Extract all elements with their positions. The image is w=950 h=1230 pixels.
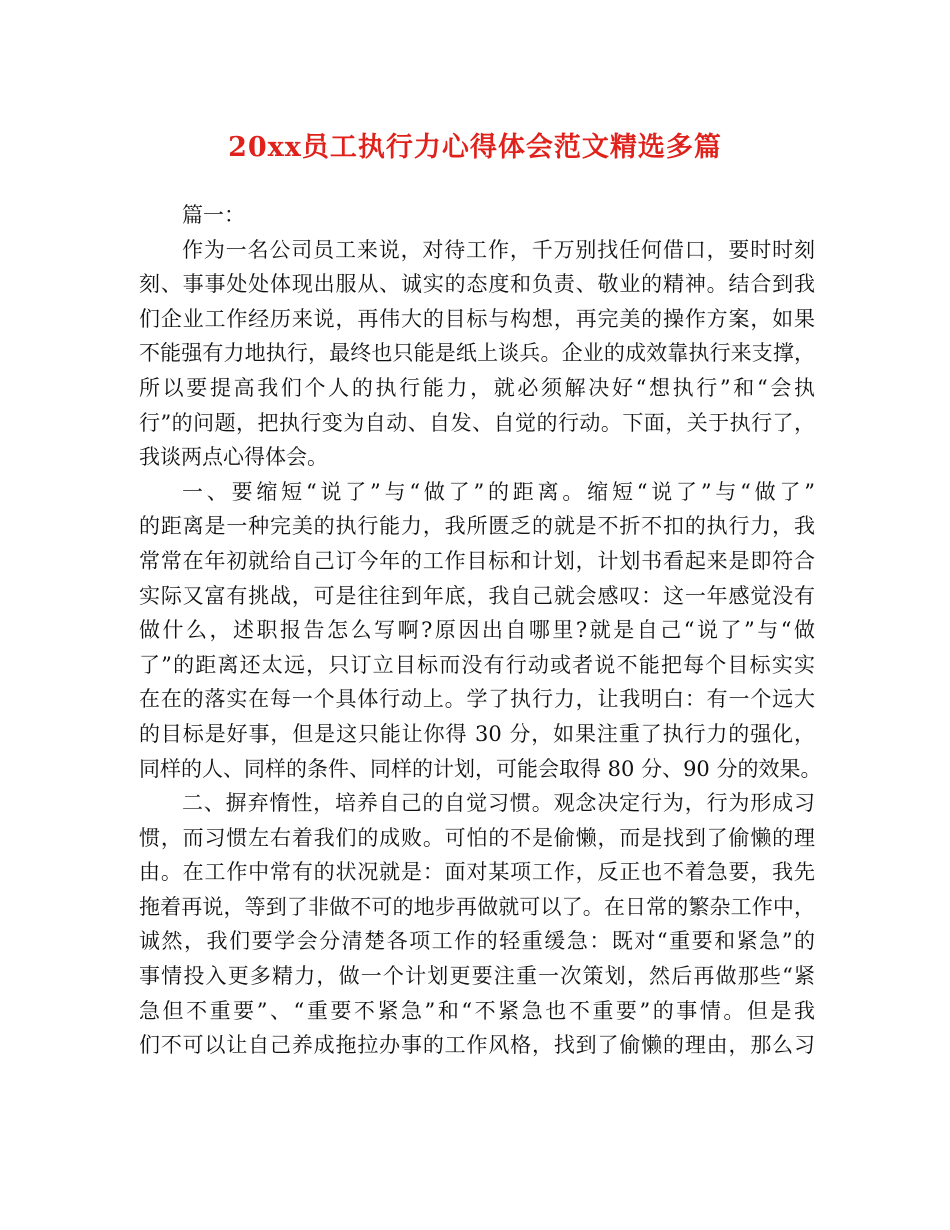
- text-line: 一、要缩短“说了”与“做了”的距离。缩短“说了”与“做了”: [182, 479, 815, 504]
- text-line: 的目标是好事，但是这只能让你得 30 分，如果注重了执行力的强化，: [139, 721, 815, 746]
- text-line: 们企业工作经历来说，再伟大的目标与构想，再完美的操作方案，如果: [139, 306, 815, 331]
- text-line: 在在的落实在每一个具体行动上。学了执行力，让我明白：有一个远大: [139, 687, 815, 712]
- text-line: 不能强有力地执行，最终也只能是纸上谈兵。企业的成效靠执行来支撑，: [139, 341, 815, 366]
- text-line: 实际又富有挑战，可是往往到年底，我自己就会感叹：这一年感觉没有: [139, 583, 815, 608]
- text-line: 作为一名公司员工来说，对待工作，千万别找任何借口，要时时刻: [182, 237, 815, 262]
- document-body: [139, 198, 822, 1063]
- text-line: 行”的问题，把执行变为自动、自发、自觉的行动。下面，关于执行了，: [139, 410, 815, 435]
- document-title: 20xx员工执行力心得体会范文精选多篇: [228, 132, 722, 163]
- text-line: 的距离是一种完美的执行能力，我所匮乏的就是不折不扣的执行力，我: [139, 514, 815, 539]
- text-line: 了”的距离还太远，只订立目标而没有行动或者说不能把每个目标实实: [139, 652, 815, 677]
- text-line: 我谈两点心得体会。: [139, 445, 328, 470]
- text-line: 做什么，述职报告怎么写啊?原因出自哪里?就是自己“说了”与“做: [139, 618, 815, 643]
- text-line: 常常在年初就给自己订今年的工作目标和计划，计划书看起来是即符合: [139, 548, 815, 573]
- text-line: 同样的人、同样的条件、同样的计划，可能会取得 80 分、90 分的效果。: [139, 756, 822, 781]
- text-line: 刻、事事处处体现出服从、诚实的态度和负责、敬业的精神。结合到我: [139, 272, 815, 297]
- text-line: 所以要提高我们个人的执行能力，就必须解决好“想执行”和“会执: [139, 375, 815, 400]
- text-line: 惯，而习惯左右着我们的成败。可怕的不是偷懒，而是找到了偷懒的理: [139, 825, 815, 850]
- text-line: 由。在工作中常有的状况就是：面对某项工作，反正也不着急要，我先: [139, 860, 815, 885]
- text-line: 急但不重要”、“重要不紧急”和“不紧急也不重要”的事情。但是我: [139, 998, 815, 1023]
- text-line: 二、摒弃惰性，培养自己的自觉习惯。观念决定行为，行为形成习: [182, 791, 815, 816]
- text-line: 们不可以让自己养成拖拉办事的工作风格，找到了偷懒的理由，那么习: [139, 1033, 815, 1058]
- text-line: 篇一：: [182, 203, 245, 227]
- text-line: 拖着再说，等到了非做不可的地步再做就可以了。在日常的繁杂工作中，: [139, 894, 815, 919]
- text-line: 事情投入更多精力，做一个计划更要注重一次策划，然后再做那些“紧: [139, 964, 815, 989]
- text-line: 诚然，我们要学会分清楚各项工作的轻重缓急：既对“重要和紧急”的: [139, 929, 815, 954]
